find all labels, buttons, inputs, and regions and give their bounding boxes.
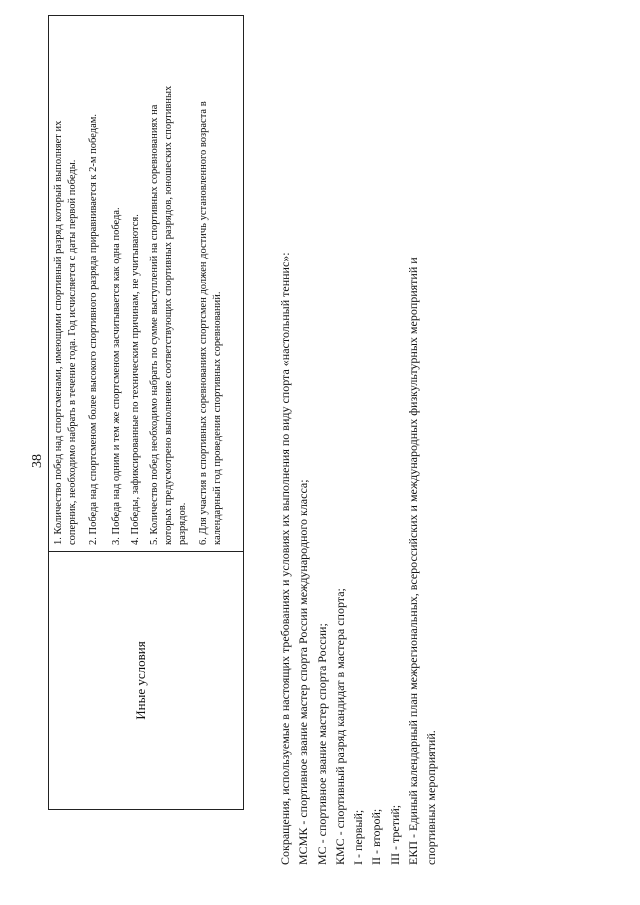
condition-line: 1. Количество побед над спортсменами, имеющими спортивный разряд который выполняет их (53, 120, 64, 545)
condition-line: 6. Для участия в спортивных соревнованиях спортсмен должен достичь установленного возраста в (198, 101, 209, 545)
abbreviation-item: КМС - спортивный разряд кандидат в мастера спорта; (332, 588, 347, 865)
table-label-cell (49, 551, 243, 809)
abbreviation-item: III - третий; (387, 804, 402, 865)
condition-item-2 (87, 16, 101, 551)
table-items-cell (49, 16, 243, 551)
condition-line: которых предусмотрено выполнение соответствующих спортивных разрядов, юношеских спортивных (163, 85, 174, 545)
abbreviation-item: ЕКП - Единый календарный план межрегиональных, всероссийских и международных физкультурных мероприятий и (406, 257, 421, 865)
conditions-table (48, 15, 244, 810)
table-label: Иные условия (133, 641, 148, 720)
abbreviation-item: II - второй; (369, 808, 384, 865)
page-number: 38 (30, 454, 45, 468)
condition-line: календарный год проведения спортивных соревнований. (212, 291, 223, 545)
condition-line: 4. Победы, зафиксированные по техническим причинам, не учитываются. (130, 214, 141, 545)
condition-line: 5. Количество побед необходимо набрать по сумме выступлений на спортивных соревнованиях на (149, 104, 160, 545)
abbreviations-heading: Сокращения, используемые в настоящих требованиях и условиях их выполнения по виду спорта «настольный теннис»: (278, 252, 292, 865)
abbreviation-item: I - первый; (351, 809, 366, 865)
abbreviation-item: спортивных мероприятий. (424, 730, 439, 865)
abbreviation-item: МСМК - спортивное звание мастер спорта России международного класса; (296, 479, 311, 865)
abbreviations-block (276, 25, 441, 865)
condition-item-1 (52, 16, 80, 551)
abbreviation-item: МС - спортивное звание мастер спорта России; (314, 623, 329, 865)
condition-item-6 (197, 16, 225, 551)
condition-item-5 (148, 16, 190, 551)
condition-line: 3. Победа над одним и тем же спортсменом засчитывается как одна победа. (111, 207, 122, 545)
condition-line: 2. Победа над спортсменом более высокого спортивного разряда приравнивается к 2-м победам. (88, 113, 99, 545)
condition-item-3 (110, 16, 124, 551)
condition-item-4 (129, 16, 143, 551)
condition-line: соперник, необходимо набрать в течение года. Год исчисляется с даты первой победы. (67, 159, 78, 545)
condition-line: разрядов. (177, 502, 188, 545)
